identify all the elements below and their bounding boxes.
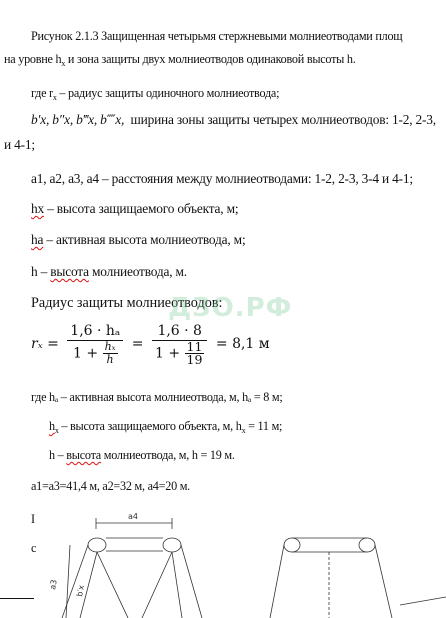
distances-values: a1=a3=41,4 м, a2=32 м, a4=20 м. (31, 479, 190, 493)
rod-circle-1 (88, 538, 106, 552)
figure-caption-line2: на уровне $h_x$ и зона защиты двух молниеотводов одинаковой высоты h. (4, 52, 356, 68)
formula-fraction-general: 1,6 · hₐ 1 + $\frac{\text{hₓ}}{h}$ (67, 322, 123, 366)
zone2-slope-line (400, 597, 446, 605)
zone-diagonal-2 (142, 552, 172, 618)
hx-value: $h_x$ – высота защищаемого объекта, м, $h_x = 11$ м; (49, 419, 283, 435)
bx-symbols: b′x, b″x, b‴x, b⁗x, (31, 112, 125, 127)
drawing-label-a4: a4 (128, 512, 138, 521)
zone-inner-right (172, 552, 182, 618)
ha-definition: ha – активная высота молниеотвода, м; (31, 232, 246, 247)
drawing-label-bx: b′x (75, 584, 86, 598)
watermark-logo: ДЗО.РФ (168, 293, 293, 323)
zone-inner-left (80, 552, 97, 618)
text-fragment-1: I (31, 512, 35, 526)
figure-caption-line1: Рисунок 2.1.3 Защищенная четырьмя стержневыми молниеотводами площ (31, 29, 403, 43)
zone-diagonal-1 (97, 552, 128, 618)
rod-circle-2 (163, 538, 181, 552)
bx-definition-cont: и 4-1; (4, 137, 35, 152)
dimension-line-a3 (66, 545, 70, 618)
a-definition: a1, a2, a3, a4 – расстояния между молниеотводами: 1-2, 2-3, 3-4 и 4-1; (31, 171, 413, 186)
formula-fraction-values: 1,6 · 8 1 + $\frac{11}{19}$ (152, 322, 207, 366)
zone2-outline-left (270, 545, 284, 618)
rx-definition: где $r_x$ – радиус защиты одиночного молниеотвода; (31, 86, 280, 102)
drawing-label-a3: a3 (48, 578, 59, 591)
footnote-rule (0, 598, 34, 599)
h-value: h – высота молниеотвода, м, h = 19 м. (49, 448, 235, 462)
zone2-outline-right (375, 545, 392, 618)
text-fragment-2: c (31, 541, 37, 555)
formula-result: = 8,1 м (215, 336, 270, 352)
rx-formula: rₓ = 1,6 · hₐ 1 + $\frac{\text{hₓ}}{h}$ = 1,6 · 8 1 + $\frac{11}{19}$ = 8,1 м (31, 322, 274, 366)
bx-definition: b′x, b″x, b‴x, b⁗x, ширина зоны защиты четырех молниеотводов: 1-2, 2-3, (31, 112, 436, 127)
rod-circle-3 (284, 538, 300, 552)
zone-outline-left (62, 545, 88, 618)
protection-zone-drawing (0, 505, 446, 618)
zone-outline-right (181, 545, 202, 618)
h-definition: h – высота молниеотвода, м. (31, 264, 187, 279)
ha-value: где hₐ – активная высота молниеотвода, м, hₐ = 8 м; (31, 390, 283, 404)
hx-definition: hx – высота защищаемого объекта, м; (31, 201, 239, 216)
radius-title: Радиус защиты молниеотводов: (31, 295, 223, 311)
rod-circle-4 (359, 538, 375, 552)
